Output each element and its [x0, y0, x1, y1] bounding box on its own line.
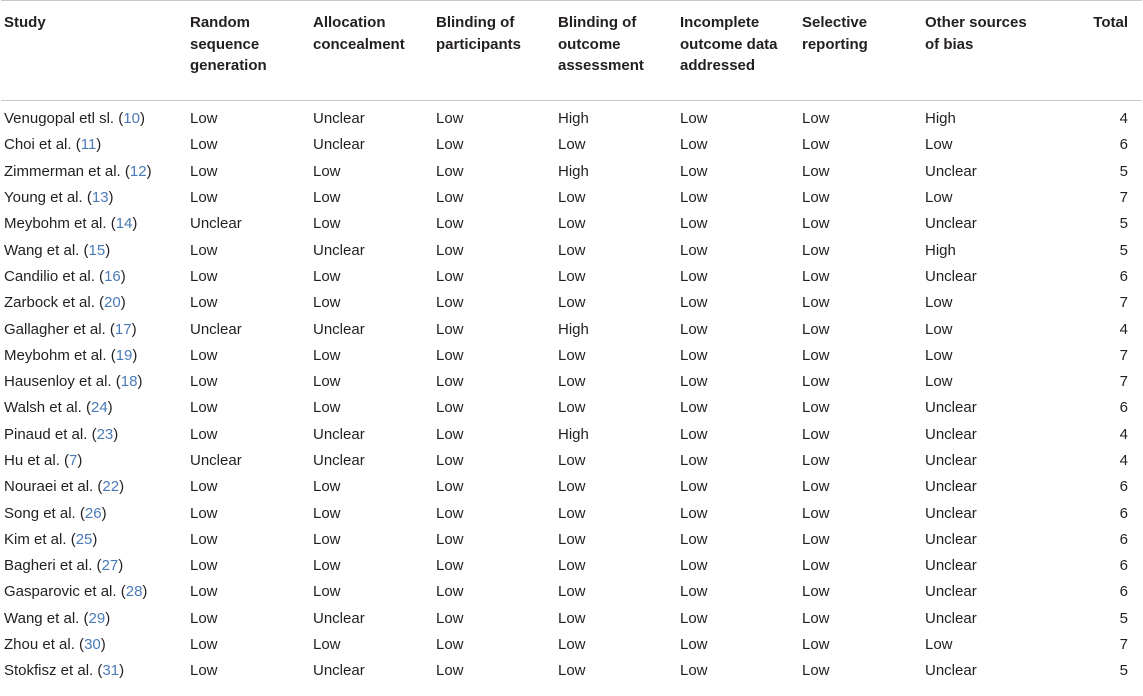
- risk-cell: Low: [925, 636, 953, 654]
- risk-cell: Unclear: [925, 662, 977, 680]
- risk-cell: Low: [436, 636, 464, 654]
- risk-cell: Low: [190, 425, 218, 443]
- risk-cell: Low: [802, 267, 830, 285]
- header-other-sources-of-bias: Other sources of bias: [922, 1, 1046, 101]
- risk-cell: Low: [190, 662, 218, 680]
- risk-cell: Low: [558, 636, 586, 654]
- table-row: [1, 500, 1142, 526]
- risk-cell: Low: [190, 530, 218, 548]
- risk-cell: Low: [680, 478, 708, 496]
- risk-cell: Low: [802, 399, 830, 417]
- risk-cell: Low: [313, 399, 341, 417]
- header-blinding-of-outcome-assessment: Blinding of outcome assessment: [555, 1, 677, 101]
- risk-cell: Low: [802, 530, 830, 548]
- risk-cell: Low: [558, 215, 586, 233]
- risk-cell: Low: [190, 557, 218, 575]
- reference-link[interactable]: 13: [91, 189, 109, 207]
- risk-cell: Low: [190, 636, 218, 654]
- risk-cell: Unclear: [925, 267, 977, 285]
- risk-cell: Low: [558, 241, 586, 259]
- risk-cell: Low: [313, 373, 341, 391]
- reference-link[interactable]: 16: [104, 267, 121, 285]
- study-name: Choi et al.: [4, 136, 72, 154]
- risk-cell: Unclear: [313, 452, 365, 469]
- study-name: Meybohm et al.: [4, 346, 107, 364]
- total-cell: 6: [1119, 399, 1128, 417]
- total-cell: 6: [1119, 583, 1128, 601]
- risk-cell: Low: [313, 215, 341, 233]
- total-cell: 4: [1119, 425, 1128, 443]
- risk-cell: Low: [313, 294, 341, 312]
- risk-cell: Low: [436, 162, 464, 180]
- risk-cell: Low: [558, 662, 586, 680]
- header-allocation-concealment: Allocation concealment: [310, 1, 433, 101]
- risk-cell: Low: [313, 557, 341, 575]
- risk-cell: Low: [436, 399, 464, 417]
- risk-cell: Low: [558, 452, 586, 469]
- reference-link[interactable]: 20: [104, 294, 121, 312]
- study-name: Kim et al.: [4, 530, 67, 548]
- total-cell: 7: [1119, 294, 1128, 312]
- study-name: Meybohm et al.: [4, 215, 107, 233]
- risk-cell: Low: [680, 452, 708, 469]
- risk-cell: Low: [680, 399, 708, 417]
- reference-link[interactable]: 17: [114, 320, 132, 338]
- reference-link[interactable]: 11: [80, 136, 97, 154]
- study-cell: Zimmerman et al. (12): [4, 162, 152, 180]
- risk-cell: Low: [190, 136, 218, 154]
- study-cell: Young et al. (13): [4, 189, 114, 207]
- header-study: Study: [1, 1, 187, 101]
- risk-cell: Low: [558, 267, 586, 285]
- table-row: [1, 632, 1142, 658]
- total-cell: 6: [1119, 136, 1128, 154]
- risk-cell: Low: [313, 189, 341, 207]
- total-cell: 7: [1119, 189, 1128, 207]
- risk-cell: High: [558, 110, 589, 128]
- risk-cell: Low: [802, 320, 830, 338]
- total-cell: 6: [1119, 557, 1128, 575]
- risk-cell: Low: [190, 346, 218, 364]
- reference-link[interactable]: 12: [129, 162, 147, 180]
- risk-cell: Low: [680, 504, 708, 522]
- study-name: Young et al.: [4, 189, 83, 207]
- risk-cell: Low: [925, 136, 953, 154]
- header-total: Total: [1046, 1, 1142, 101]
- risk-cell: Low: [313, 162, 341, 180]
- risk-cell: Low: [190, 162, 218, 180]
- reference-link[interactable]: 7: [69, 452, 78, 469]
- risk-cell: Low: [680, 609, 708, 627]
- risk-cell: Low: [680, 583, 708, 601]
- study-cell: Venugopal etl sl. (10): [4, 110, 145, 128]
- risk-cell: High: [558, 425, 589, 443]
- total-cell: 4: [1119, 452, 1128, 469]
- risk-cell: Low: [802, 189, 830, 207]
- risk-cell: Unclear: [925, 583, 977, 601]
- risk-cell: Low: [436, 136, 464, 154]
- study-cell: Meybohm et al. (14): [4, 215, 138, 233]
- risk-cell: Low: [802, 346, 830, 364]
- reference-link[interactable]: 24: [90, 399, 108, 417]
- reference-link[interactable]: 25: [75, 530, 93, 548]
- risk-cell: Low: [802, 294, 830, 312]
- risk-cell: Unclear: [313, 136, 365, 154]
- risk-cell: Low: [558, 478, 586, 496]
- study-cell: Zarbock et al. (20): [4, 294, 126, 312]
- table-row: [1, 132, 1142, 158]
- risk-cell: Low: [436, 557, 464, 575]
- risk-cell: Unclear: [925, 530, 977, 548]
- risk-cell: Low: [190, 504, 218, 522]
- table-row: [1, 474, 1142, 500]
- risk-cell: Low: [925, 346, 953, 364]
- risk-cell: Low: [436, 267, 464, 285]
- risk-cell: Unclear: [313, 609, 365, 627]
- risk-of-bias-table: [1, 0, 1142, 685]
- study-name: Pinaud et al.: [4, 425, 88, 443]
- risk-cell: Low: [313, 636, 341, 654]
- risk-cell: Low: [436, 189, 464, 207]
- risk-cell: Low: [436, 373, 464, 391]
- risk-cell: High: [925, 241, 956, 259]
- risk-cell: Low: [436, 530, 464, 548]
- risk-cell: Low: [802, 609, 830, 627]
- study-cell: Zhou et al. (30): [4, 636, 106, 654]
- risk-cell: Low: [190, 267, 218, 285]
- study-name: Zimmerman et al.: [4, 162, 121, 180]
- table-row: [1, 553, 1142, 579]
- study-cell: Choi et al. (11): [4, 136, 102, 154]
- risk-cell: Low: [313, 583, 341, 601]
- risk-cell: Low: [802, 110, 830, 128]
- table-row: [1, 101, 1142, 133]
- risk-cell: Low: [802, 452, 830, 469]
- table-row: [1, 343, 1142, 369]
- study-name: Stokfisz et al.: [4, 662, 94, 680]
- risk-cell: Low: [680, 346, 708, 364]
- header-random-sequence-generation: Random sequence generation: [187, 1, 310, 101]
- risk-cell: Low: [436, 320, 464, 338]
- study-cell: Wang et al. (29): [4, 609, 111, 627]
- risk-cell: Low: [802, 557, 830, 575]
- risk-cell: Unclear: [925, 504, 977, 522]
- risk-cell: Low: [925, 294, 953, 312]
- reference-link[interactable]: 28: [125, 583, 143, 601]
- risk-cell: Low: [802, 241, 830, 259]
- risk-cell: Unclear: [925, 399, 977, 417]
- risk-cell: Low: [436, 241, 464, 259]
- study-name: Nouraei et al.: [4, 478, 94, 496]
- risk-cell: Low: [313, 478, 341, 496]
- study-cell: Wang et al. (15): [4, 241, 111, 259]
- study-cell: Nouraei et al. (22): [4, 478, 125, 496]
- risk-cell: Low: [313, 504, 341, 522]
- table-row: [1, 211, 1142, 237]
- risk-cell: Low: [558, 373, 586, 391]
- risk-cell: Low: [190, 609, 218, 627]
- total-cell: 6: [1119, 530, 1128, 548]
- risk-cell: Low: [802, 583, 830, 601]
- study-cell: Pinaud et al. (23): [4, 425, 119, 443]
- risk-cell: Unclear: [313, 241, 365, 259]
- study-name: Hu et al.: [4, 452, 60, 469]
- risk-cell: Unclear: [190, 215, 242, 233]
- study-cell: Gasparovic et al. (28): [4, 583, 148, 601]
- reference-link[interactable]: 23: [96, 425, 114, 443]
- risk-cell: Low: [313, 530, 341, 548]
- study-name: Gasparovic et al.: [4, 583, 117, 601]
- risk-cell: Low: [802, 504, 830, 522]
- risk-cell: Low: [313, 346, 341, 364]
- risk-cell: Unclear: [925, 478, 977, 496]
- study-cell: Kim et al. (25): [4, 530, 98, 548]
- risk-cell: Low: [558, 530, 586, 548]
- risk-cell: Low: [558, 609, 586, 627]
- total-cell: 6: [1119, 504, 1128, 522]
- risk-cell: Low: [680, 294, 708, 312]
- risk-cell: Low: [190, 294, 218, 312]
- risk-cell: Low: [558, 189, 586, 207]
- header-selective-reporting: Selective reporting: [799, 1, 922, 101]
- risk-cell: Low: [436, 425, 464, 443]
- table-row: [1, 185, 1142, 211]
- reference-link[interactable]: 18: [120, 373, 138, 391]
- risk-cell: Low: [925, 320, 953, 338]
- table-row: [1, 159, 1142, 185]
- total-cell: 4: [1119, 110, 1128, 128]
- study-cell: Candilio et al. (16): [4, 267, 126, 285]
- study-name: Wang et al.: [4, 609, 80, 627]
- risk-cell: Low: [680, 136, 708, 154]
- header-incomplete-outcome-data: Incomplete outcome data addressed: [677, 1, 799, 101]
- risk-cell: Low: [558, 346, 586, 364]
- study-cell: Meybohm et al. (19): [4, 346, 138, 364]
- risk-cell: Low: [680, 425, 708, 443]
- risk-cell: Low: [190, 189, 218, 207]
- risk-cell: Low: [680, 373, 708, 391]
- risk-cell: Low: [313, 267, 341, 285]
- risk-cell: Unclear: [190, 452, 242, 469]
- study-cell: Bagheri et al. (27): [4, 557, 124, 575]
- risk-cell: Low: [802, 162, 830, 180]
- risk-cell: Low: [925, 373, 953, 391]
- table-row: [1, 316, 1142, 342]
- header-blinding-of-participants: Blinding of participants: [433, 1, 555, 101]
- study-name: Gallagher et al.: [4, 320, 106, 338]
- table-row: [1, 527, 1142, 553]
- risk-cell: Low: [558, 294, 586, 312]
- risk-cell: Low: [190, 583, 218, 601]
- risk-cell: Unclear: [925, 452, 977, 469]
- risk-cell: Low: [802, 215, 830, 233]
- reference-link[interactable]: 10: [123, 110, 140, 128]
- reference-link[interactable]: 19: [115, 346, 133, 364]
- risk-cell: Low: [436, 504, 464, 522]
- total-cell: 7: [1119, 346, 1128, 364]
- risk-cell: Low: [436, 110, 464, 128]
- study-cell: Hu et al. (7): [4, 452, 83, 469]
- header-row: [1, 1, 1142, 101]
- study-cell: Walsh et al. (24): [4, 399, 113, 417]
- total-cell: 5: [1119, 662, 1128, 680]
- risk-cell: Unclear: [313, 110, 365, 128]
- study-name: Walsh et al.: [4, 399, 82, 417]
- risk-cell: Low: [436, 452, 464, 469]
- reference-link[interactable]: 15: [88, 241, 106, 259]
- total-cell: 4: [1119, 320, 1128, 338]
- risk-cell: Unclear: [313, 662, 365, 680]
- table-row: [1, 290, 1142, 316]
- reference-link[interactable]: 26: [84, 504, 102, 522]
- risk-cell: Low: [680, 215, 708, 233]
- table-row: [1, 395, 1142, 421]
- study-name: Candilio et al.: [4, 267, 95, 285]
- risk-cell: High: [558, 162, 589, 180]
- total-cell: 7: [1119, 373, 1128, 391]
- table-row: [1, 369, 1142, 395]
- risk-cell: Low: [436, 294, 464, 312]
- risk-cell: Low: [680, 189, 708, 207]
- risk-cell: Low: [802, 425, 830, 443]
- risk-cell: Unclear: [313, 425, 365, 443]
- total-cell: 7: [1119, 636, 1128, 654]
- risk-cell: Unclear: [925, 215, 977, 233]
- risk-cell: Low: [436, 215, 464, 233]
- risk-cell: Low: [680, 320, 708, 338]
- risk-cell: Low: [802, 373, 830, 391]
- risk-cell: Unclear: [925, 609, 977, 627]
- risk-cell: Low: [802, 478, 830, 496]
- table-row: [1, 579, 1142, 605]
- table-row: [1, 237, 1142, 263]
- table-row: [1, 422, 1142, 448]
- risk-cell: Low: [558, 557, 586, 575]
- study-name: Bagheri et al.: [4, 557, 93, 575]
- risk-cell: Low: [680, 636, 708, 654]
- study-name: Zhou et al.: [4, 636, 75, 654]
- risk-cell: Low: [190, 241, 218, 259]
- total-cell: 5: [1119, 162, 1128, 180]
- reference-link[interactable]: 27: [101, 557, 119, 575]
- risk-cell: Low: [558, 136, 586, 154]
- risk-cell: Low: [436, 346, 464, 364]
- risk-cell: Low: [680, 162, 708, 180]
- reference-link[interactable]: 29: [88, 609, 106, 627]
- risk-cell: Unclear: [190, 320, 242, 338]
- risk-cell: Low: [680, 557, 708, 575]
- reference-link[interactable]: 31: [102, 662, 120, 680]
- study-name: Song et al.: [4, 504, 76, 522]
- risk-cell: Low: [436, 478, 464, 496]
- table-row: [1, 606, 1142, 632]
- risk-cell: Unclear: [313, 320, 365, 338]
- risk-cell: Low: [436, 662, 464, 680]
- risk-cell: Unclear: [925, 425, 977, 443]
- study-cell: Stokfisz et al. (31): [4, 662, 125, 680]
- reference-link[interactable]: 22: [102, 478, 120, 496]
- reference-link[interactable]: 30: [84, 636, 101, 654]
- study-cell: Gallagher et al. (17): [4, 320, 137, 338]
- table-row: [1, 658, 1142, 684]
- risk-cell: Low: [436, 583, 464, 601]
- risk-cell: Low: [802, 136, 830, 154]
- risk-cell: Unclear: [925, 557, 977, 575]
- risk-cell: Low: [802, 636, 830, 654]
- risk-cell: Low: [558, 399, 586, 417]
- risk-cell: Low: [558, 504, 586, 522]
- study-name: Wang et al.: [4, 241, 80, 259]
- risk-cell: Low: [190, 110, 218, 128]
- total-cell: 5: [1119, 609, 1128, 627]
- risk-cell: Low: [190, 478, 218, 496]
- table-row: [1, 448, 1142, 474]
- reference-link[interactable]: 14: [115, 215, 133, 233]
- total-cell: 6: [1119, 267, 1128, 285]
- total-cell: 6: [1119, 478, 1128, 496]
- risk-cell: Low: [802, 662, 830, 680]
- risk-cell: High: [558, 320, 589, 338]
- study-name: Venugopal etl sl.: [4, 110, 115, 128]
- risk-cell: Low: [680, 241, 708, 259]
- study-cell: Hausenloy et al. (18): [4, 373, 143, 391]
- study-name: Zarbock et al.: [4, 294, 95, 312]
- table-row: [1, 264, 1142, 290]
- risk-cell: Low: [190, 399, 218, 417]
- risk-cell: Low: [558, 583, 586, 601]
- total-cell: 5: [1119, 241, 1128, 259]
- risk-cell: Low: [925, 189, 953, 207]
- risk-cell: Low: [190, 373, 218, 391]
- risk-cell: Low: [680, 662, 708, 680]
- total-cell: 5: [1119, 215, 1128, 233]
- risk-cell: Low: [680, 267, 708, 285]
- risk-cell: Low: [436, 609, 464, 627]
- study-cell: Song et al. (26): [4, 504, 107, 522]
- risk-cell: Low: [680, 110, 708, 128]
- risk-cell: High: [925, 110, 956, 128]
- risk-cell: Unclear: [925, 162, 977, 180]
- risk-cell: Low: [680, 530, 708, 548]
- study-name: Hausenloy et al.: [4, 373, 112, 391]
